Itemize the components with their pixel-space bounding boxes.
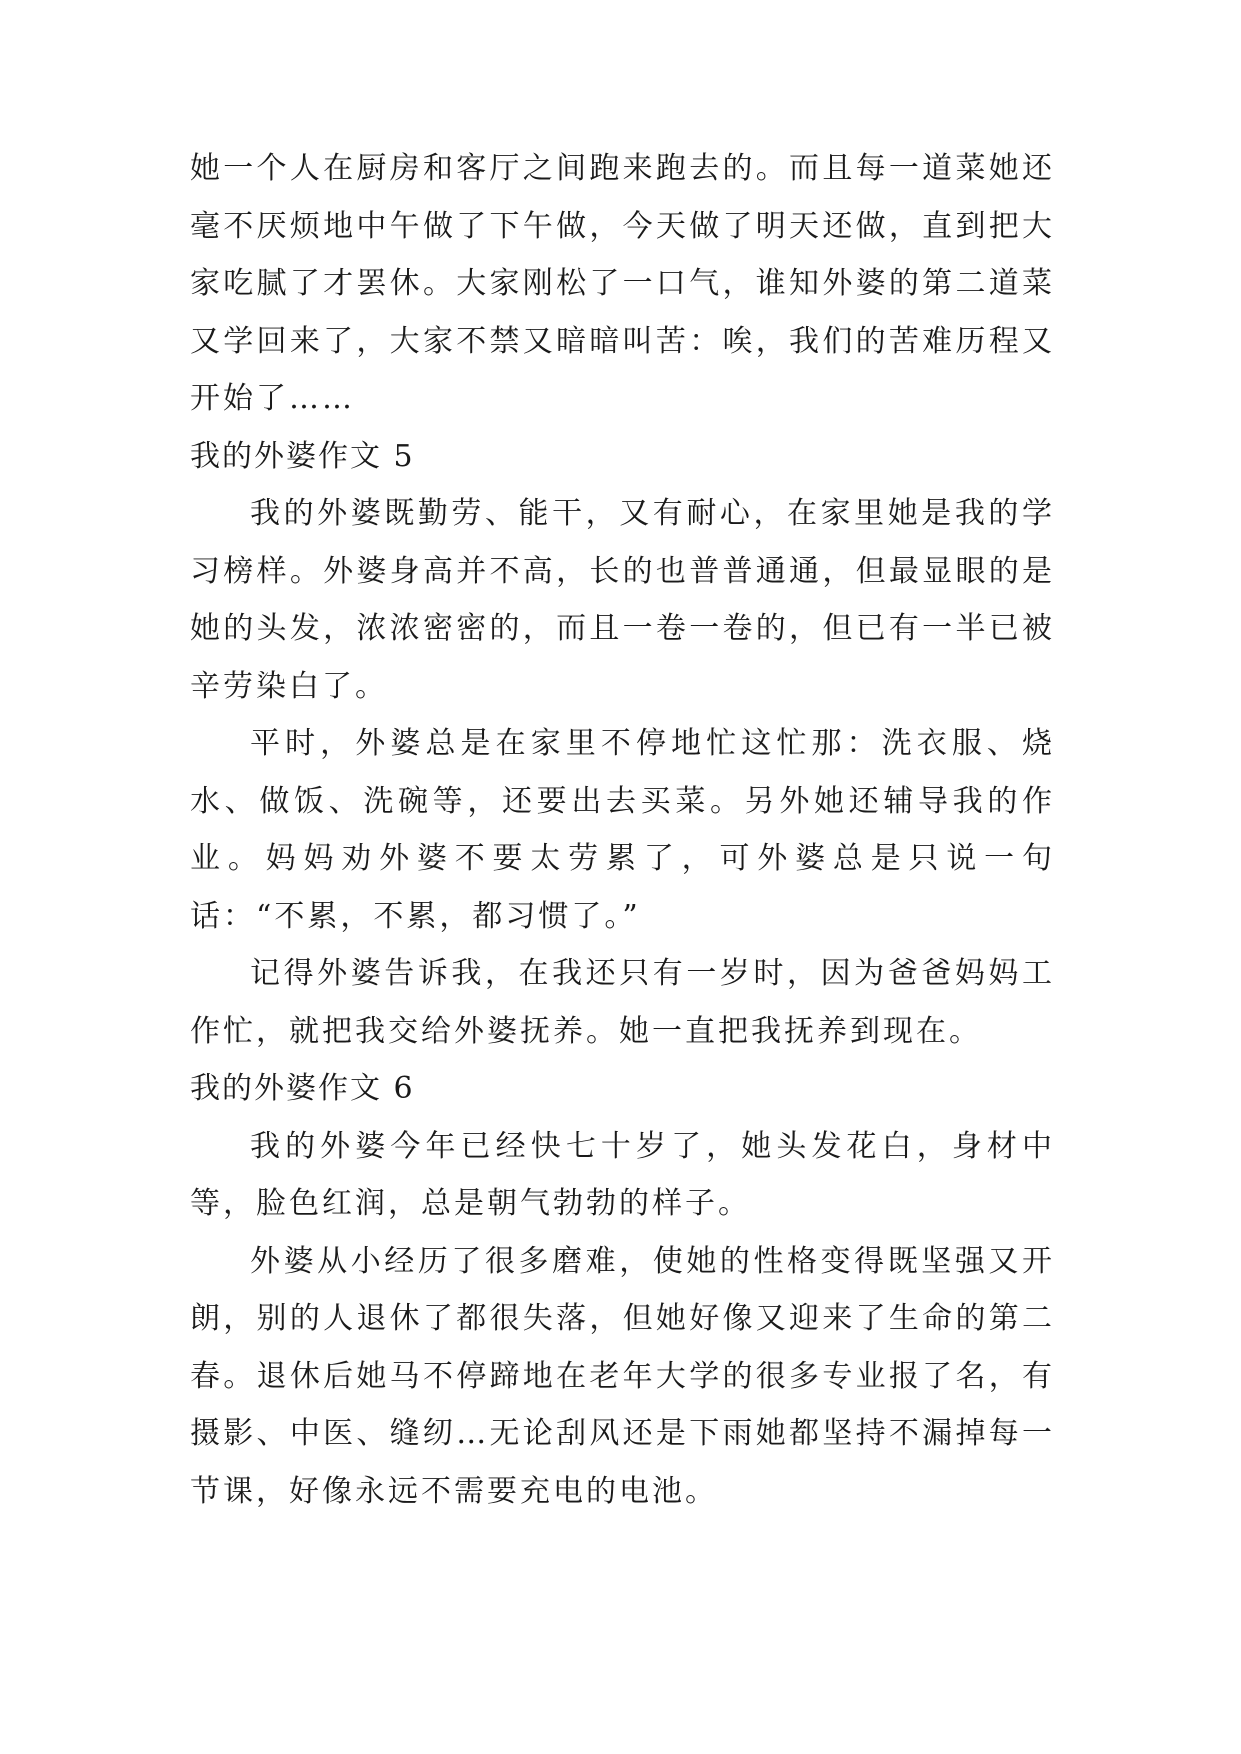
section-heading-5: 我的外婆作文 5 bbox=[190, 438, 415, 474]
paragraph: 记得外婆告诉我，在我还只有一岁时，因为爸爸妈妈工作忙，就把我交给外婆抚养。她一直把我抚养到现在。 bbox=[190, 956, 1055, 1049]
paragraph: 我的外婆今年已经快七十岁了，她头发花白，身材中等，脸色红润，总是朝气勃勃的样子。 bbox=[190, 1128, 1055, 1221]
document-body bbox=[190, 140, 1055, 1520]
section-heading-6: 我的外婆作文 6 bbox=[190, 1071, 415, 1106]
paragraph: 外婆从小经历了很多磨难，使她的性格变得既坚强又开朗，别的人退休了都很失落，但她好像又迎来了生命的第二春。退休后她马不停蹄地在老年大学的很多专业报了名，有摄影、中医、缝纫…无论刮风还是下雨她都坚持不漏掉每一节课，好像永远不需要充电的电池。 bbox=[190, 1243, 1055, 1509]
paragraph-continued: 她一个人在厨房和客厅之间跑来跑去的。而且每一道菜她还毫不厌烦地中午做了下午做，今天做了明天还做，直到把大家吃腻了才罢休。大家刚松了一口气，谁知外婆的第二道菜又学回来了，大家不禁又暗暗叫苦：唉，我们的苦难历程又开始了…… bbox=[190, 151, 1055, 416]
paragraph: 我的外婆既勤劳、能干，又有耐心，在家里她是我的学习榜样。外婆身高并不高，长的也普普通通，但最显眼的是她的头发，浓浓密密的，而且一卷一卷的，但已有一半已被辛劳染白了。 bbox=[190, 496, 1055, 704]
paragraph: 平时，外婆总是在家里不停地忙这忙那：洗衣服、烧水、做饭、洗碗等，还要出去买菜。另外她还辅导我的作业。妈妈劝外婆不要太劳累了，可外婆总是只说一句话：“不累，不累，都习惯了。” bbox=[190, 726, 1055, 934]
